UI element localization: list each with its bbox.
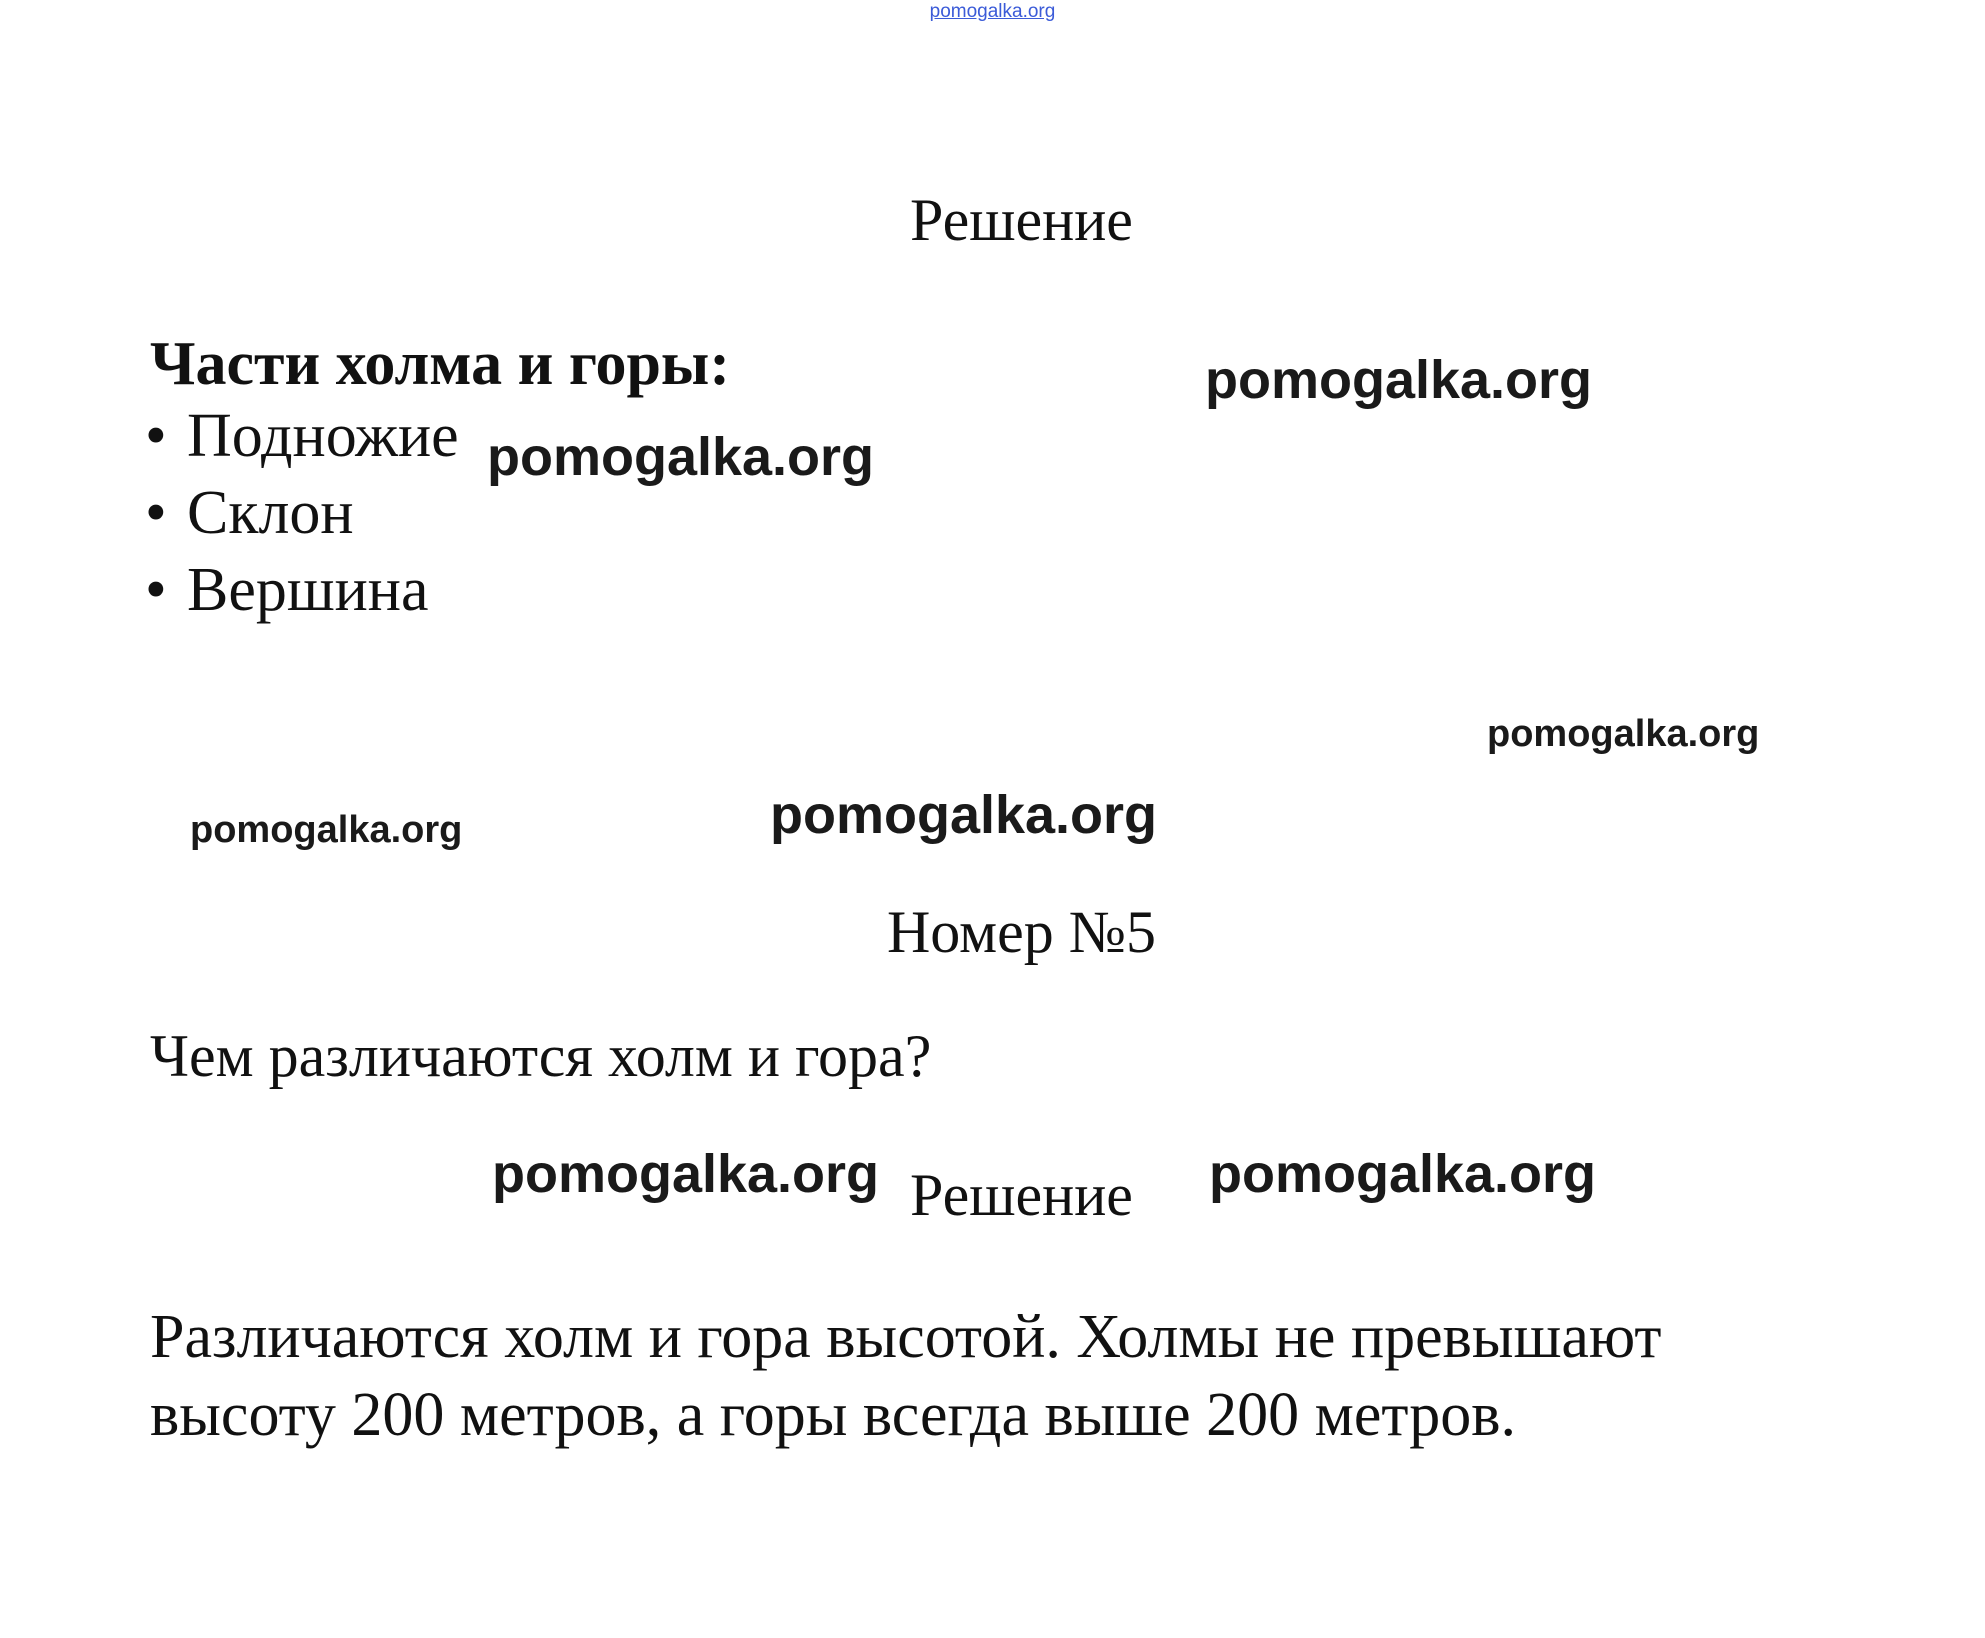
list-item-label: Вершина [187,556,429,624]
bullet-icon: • [145,479,167,547]
site-link[interactable]: pomogalka.org [929,1,1056,22]
list-item [145,398,459,475]
list-item [145,475,459,552]
bullet-icon: • [145,402,167,470]
list-item-label: Подножие [187,402,459,470]
bullet-icon: • [145,556,167,624]
watermark: pomogalka.org [190,809,463,851]
parts-list [145,398,459,629]
answer-line-1: Различаются холм и гора высотой. Холмы не превышают [150,1303,1662,1371]
list-item [145,552,459,629]
section-title: Части холма и горы: [150,330,730,398]
watermark: pomogalka.org [1487,713,1760,755]
list-item-label: Склон [187,479,354,547]
answer-text [150,1298,1870,1454]
problem-number-heading: Номер №5 [886,899,1157,965]
watermark: pomogalka.org [1205,350,1593,410]
watermark: pomogalka.org [492,1144,880,1204]
question-text: Чем различаются холм и гора? [150,1023,932,1089]
answer-line-2: высоту 200 метров, а горы всегда выше 200 метров. [150,1381,1517,1449]
watermark: pomogalka.org [1209,1144,1597,1204]
watermark: pomogalka.org [770,785,1158,845]
watermark: pomogalka.org [487,427,875,487]
solution-heading-1: Решение [910,187,1133,253]
solution-heading-2: Решение [910,1162,1133,1228]
